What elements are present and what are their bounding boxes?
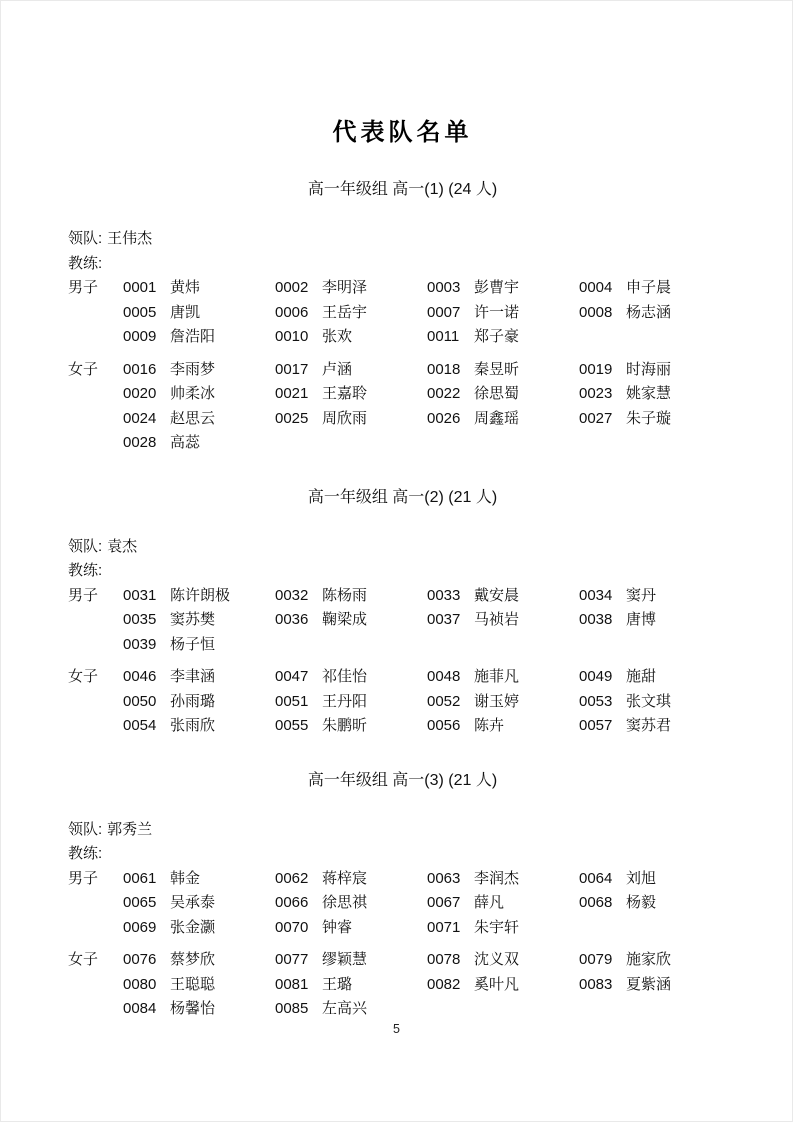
athlete-number: 0025	[275, 409, 309, 427]
athlete-name: 帅柔冰	[170, 385, 216, 402]
athlete-name: 张文琪	[626, 692, 672, 710]
roster-row	[68, 325, 737, 350]
athlete-number	[579, 431, 626, 456]
athlete-name: 许一诺	[474, 303, 520, 321]
athlete-number: 0065	[123, 894, 157, 911]
athlete-name: 谢玉婷	[474, 692, 520, 710]
leader-name: 郭秀兰	[107, 820, 153, 838]
athlete-number: 0026	[427, 409, 461, 427]
roster-row	[68, 714, 737, 739]
athlete-number: 0051	[275, 692, 309, 710]
athlete-name	[626, 916, 731, 941]
gender-label: 女子	[68, 668, 99, 685]
athlete-name	[322, 431, 427, 456]
athlete-number: 0004	[579, 279, 613, 296]
athlete-number: 0006	[275, 303, 309, 321]
athlete-number: 0022	[427, 385, 461, 402]
athlete-name: 李明泽	[322, 279, 368, 296]
athlete-number: 0024	[123, 409, 157, 427]
gender-label	[68, 916, 123, 941]
athlete-name: 陈杨雨	[322, 586, 368, 604]
athlete-name: 张金灏	[170, 918, 216, 936]
athlete-name: 徐思祺	[322, 894, 368, 911]
sections-container	[68, 180, 737, 1022]
gender-label	[68, 301, 123, 326]
gender-label	[68, 325, 123, 350]
athlete-name: 李雨梦	[170, 360, 216, 378]
athlete-number: 0010	[275, 328, 309, 345]
athlete-name: 钟睿	[322, 918, 353, 936]
athlete-name: 戴安晨	[474, 586, 520, 604]
roster-row	[68, 973, 737, 998]
athlete-number: 0054	[123, 717, 157, 734]
leader-label: 领队:	[68, 537, 103, 555]
section-heading: 高一年级组 高一(1) (24 人)	[307, 181, 498, 198]
athlete-name: 王璐	[322, 975, 353, 993]
roster-row	[68, 948, 737, 973]
roster-row	[68, 276, 737, 301]
athlete-name: 秦昱昕	[474, 360, 520, 378]
gender-label	[68, 633, 123, 658]
athlete-name: 蒋梓宸	[322, 869, 368, 887]
athlete-number: 0039	[123, 635, 157, 653]
athlete-name: 时海丽	[626, 360, 672, 378]
athlete-number: 0080	[123, 975, 157, 993]
athlete-number	[275, 431, 322, 456]
roster-row	[68, 665, 737, 690]
athlete-name: 陈卉	[474, 717, 505, 734]
roster-row	[68, 407, 737, 432]
gender-label	[68, 431, 123, 456]
athlete-name: 王嘉聆	[322, 385, 368, 402]
page-title: 代表队名单	[332, 119, 473, 146]
athlete-number: 0002	[275, 279, 309, 296]
athlete-name: 李聿涵	[170, 668, 216, 685]
athlete-name: 朱子璇	[626, 409, 672, 427]
section-heading: 高一年级组 高一(2) (21 人)	[307, 488, 498, 506]
roster-row	[68, 584, 737, 609]
roster-row	[68, 891, 737, 916]
athlete-number: 0083	[579, 975, 613, 993]
roster-row	[68, 916, 737, 941]
athlete-name: 姚家慧	[626, 385, 672, 402]
athlete-name: 窦苏樊	[170, 611, 216, 628]
athlete-number: 0011	[427, 328, 460, 345]
athlete-name	[474, 633, 579, 658]
athlete-name: 黄炜	[170, 279, 201, 296]
gender-label	[68, 714, 123, 739]
athlete-number: 0050	[123, 692, 157, 710]
athlete-name: 薛凡	[474, 894, 505, 911]
roster-row	[68, 382, 737, 407]
athlete-number: 0033	[427, 586, 461, 604]
athlete-number: 0047	[275, 668, 309, 685]
athlete-name: 陈许朗极	[170, 586, 231, 604]
athlete-name: 杨子恒	[170, 635, 216, 653]
roster-block-female	[68, 358, 737, 456]
gender-label: 男子	[68, 869, 99, 887]
athlete-number: 0081	[275, 975, 309, 993]
athlete-name: 韩金	[170, 869, 201, 887]
athlete-number: 0032	[275, 586, 309, 604]
coach-line	[68, 842, 737, 867]
athlete-name	[474, 997, 579, 1022]
roster-block-female	[68, 948, 737, 1022]
athlete-number: 0031	[123, 586, 157, 604]
athlete-name: 詹浩阳	[170, 328, 216, 345]
athlete-name	[626, 325, 731, 350]
leader-name: 王伟杰	[107, 230, 153, 247]
athlete-name: 唐凯	[170, 303, 201, 321]
athlete-number: 0066	[275, 894, 309, 911]
athlete-number: 0077	[275, 951, 309, 968]
athlete-number	[427, 633, 474, 658]
gender-label: 女子	[68, 360, 99, 378]
athlete-name: 杨志涵	[626, 303, 672, 321]
gender-label	[68, 608, 123, 633]
athlete-name: 吴承泰	[170, 894, 216, 911]
athlete-number: 0017	[275, 360, 309, 378]
leader-line	[68, 227, 737, 252]
athlete-name: 奚叶凡	[474, 975, 520, 993]
athlete-number: 0063	[427, 869, 461, 887]
athlete-number: 0028	[123, 434, 157, 451]
coach-label: 教练:	[68, 562, 103, 579]
athlete-number	[579, 997, 626, 1022]
athlete-number: 0035	[123, 611, 157, 628]
athlete-number: 0016	[123, 360, 157, 378]
gender-label	[68, 997, 123, 1022]
athlete-number	[427, 431, 474, 456]
athlete-number	[275, 633, 322, 658]
athlete-number: 0008	[579, 303, 613, 321]
athlete-name: 蔡梦欣	[170, 951, 216, 968]
roster-block-male	[68, 276, 737, 350]
athlete-number: 0076	[123, 951, 157, 968]
coach-label: 教练:	[68, 845, 103, 862]
roster-row	[68, 633, 737, 658]
athlete-number	[579, 325, 626, 350]
athlete-number: 0037	[427, 611, 461, 628]
athlete-name: 施家欣	[626, 951, 672, 968]
athlete-name: 窦苏君	[626, 717, 672, 734]
athlete-number: 0071	[427, 918, 461, 936]
athlete-name: 左高兴	[322, 1000, 368, 1017]
athlete-name	[626, 997, 731, 1022]
leader-name: 袁杰	[107, 537, 138, 555]
roster-row	[68, 301, 737, 326]
athlete-name	[322, 633, 427, 658]
athlete-name	[626, 431, 731, 456]
athlete-name: 孙雨璐	[170, 692, 216, 710]
team-info	[68, 818, 737, 1022]
athlete-number: 0056	[427, 717, 461, 734]
athlete-name: 郑子豪	[474, 328, 520, 345]
athlete-name: 杨毅	[626, 894, 657, 911]
athlete-number: 0078	[427, 951, 461, 968]
leader-line	[68, 535, 737, 560]
roster-row	[68, 690, 737, 715]
athlete-number: 0021	[275, 385, 309, 402]
athlete-name: 鞠梁成	[322, 611, 368, 628]
athlete-name: 王丹阳	[322, 692, 368, 710]
gender-label	[68, 382, 123, 407]
athlete-number: 0052	[427, 692, 461, 710]
athlete-number: 0069	[123, 918, 157, 936]
team-section	[68, 771, 737, 1022]
page-number: 5	[393, 1022, 400, 1036]
coach-line	[68, 559, 737, 584]
athlete-number: 0027	[579, 409, 613, 427]
gender-label: 女子	[68, 951, 99, 968]
athlete-name: 彭曹宇	[474, 279, 520, 296]
athlete-number: 0049	[579, 668, 613, 685]
athlete-name: 高蕊	[170, 434, 201, 451]
athlete-number: 0046	[123, 668, 157, 685]
gender-label	[68, 407, 123, 432]
athlete-number: 0053	[579, 692, 613, 710]
athlete-number	[427, 997, 474, 1022]
athlete-number: 0048	[427, 668, 461, 685]
gender-label	[68, 973, 123, 998]
gender-label: 男子	[68, 586, 99, 604]
athlete-name: 王聪聪	[170, 975, 216, 993]
athlete-number: 0023	[579, 385, 613, 402]
athlete-name	[474, 431, 579, 456]
athlete-name: 夏紫涵	[626, 975, 672, 993]
coach-label: 教练:	[68, 254, 103, 272]
athlete-name: 祁佳怡	[322, 668, 368, 685]
roster-row	[68, 867, 737, 892]
athlete-number: 0070	[275, 918, 309, 936]
roster-block-male	[68, 867, 737, 941]
leader-label: 领队:	[68, 230, 103, 247]
roster-row	[68, 608, 737, 633]
leader-label: 领队:	[68, 820, 103, 838]
athlete-name: 周欣雨	[322, 409, 368, 427]
athlete-name: 缪颖慧	[322, 951, 368, 968]
athlete-name: 张雨欣	[170, 717, 216, 734]
gender-label: 男子	[68, 279, 99, 296]
athlete-number: 0085	[275, 1000, 309, 1017]
roster-row	[68, 358, 737, 383]
athlete-number: 0036	[275, 611, 309, 628]
athlete-name: 徐思蜀	[474, 385, 520, 402]
athlete-number: 0079	[579, 951, 613, 968]
athlete-name: 朱鹏昕	[322, 717, 368, 734]
athlete-name: 王岳宇	[322, 303, 368, 321]
athlete-number: 0007	[427, 303, 461, 321]
athlete-name: 申子晨	[626, 279, 672, 296]
athlete-name: 李润杰	[474, 869, 520, 887]
roster-block-female	[68, 665, 737, 739]
athlete-number: 0009	[123, 328, 157, 345]
athlete-number: 0062	[275, 869, 309, 887]
athlete-name: 沈义双	[474, 951, 520, 968]
athlete-name: 窦丹	[626, 586, 657, 604]
athlete-name: 杨馨怡	[170, 1000, 216, 1017]
athlete-name: 赵思云	[170, 409, 216, 427]
athlete-name: 朱宇轩	[474, 918, 520, 936]
gender-label	[68, 891, 123, 916]
athlete-name: 马祯岩	[474, 611, 520, 628]
athlete-number: 0020	[123, 385, 157, 402]
section-heading: 高一年级组 高一(3) (21 人)	[307, 771, 498, 789]
team-info	[68, 535, 737, 739]
athlete-number: 0064	[579, 869, 613, 887]
athlete-name: 周鑫瑶	[474, 409, 520, 427]
roster-row	[68, 431, 737, 456]
team-info	[68, 227, 737, 456]
athlete-number: 0001	[123, 279, 157, 296]
athlete-number: 0082	[427, 975, 461, 993]
athlete-name: 施甜	[626, 668, 657, 685]
athlete-number: 0034	[579, 586, 613, 604]
athlete-number: 0061	[123, 869, 157, 887]
athlete-number: 0084	[123, 1000, 157, 1017]
athlete-number: 0018	[427, 360, 461, 378]
athlete-name: 施菲凡	[474, 668, 520, 685]
athlete-name	[626, 633, 731, 658]
roster-row	[68, 997, 737, 1022]
roster-block-male	[68, 584, 737, 658]
athlete-number: 0055	[275, 717, 309, 734]
leader-line	[68, 818, 737, 843]
athlete-number: 0038	[579, 611, 613, 628]
team-section	[68, 488, 737, 739]
athlete-name: 张欢	[322, 328, 353, 345]
athlete-number	[579, 916, 626, 941]
athlete-number: 0057	[579, 717, 613, 734]
athlete-number: 0067	[427, 894, 461, 911]
coach-line	[68, 252, 737, 277]
athlete-name: 卢涵	[322, 360, 353, 378]
athlete-number: 0068	[579, 894, 613, 911]
gender-label	[68, 690, 123, 715]
team-section	[68, 180, 737, 456]
athlete-name: 刘旭	[626, 869, 657, 887]
athlete-number	[579, 633, 626, 658]
athlete-number: 0019	[579, 360, 613, 378]
athlete-name: 唐博	[626, 611, 657, 628]
athlete-number: 0005	[123, 303, 157, 321]
athlete-number: 0003	[427, 279, 461, 296]
